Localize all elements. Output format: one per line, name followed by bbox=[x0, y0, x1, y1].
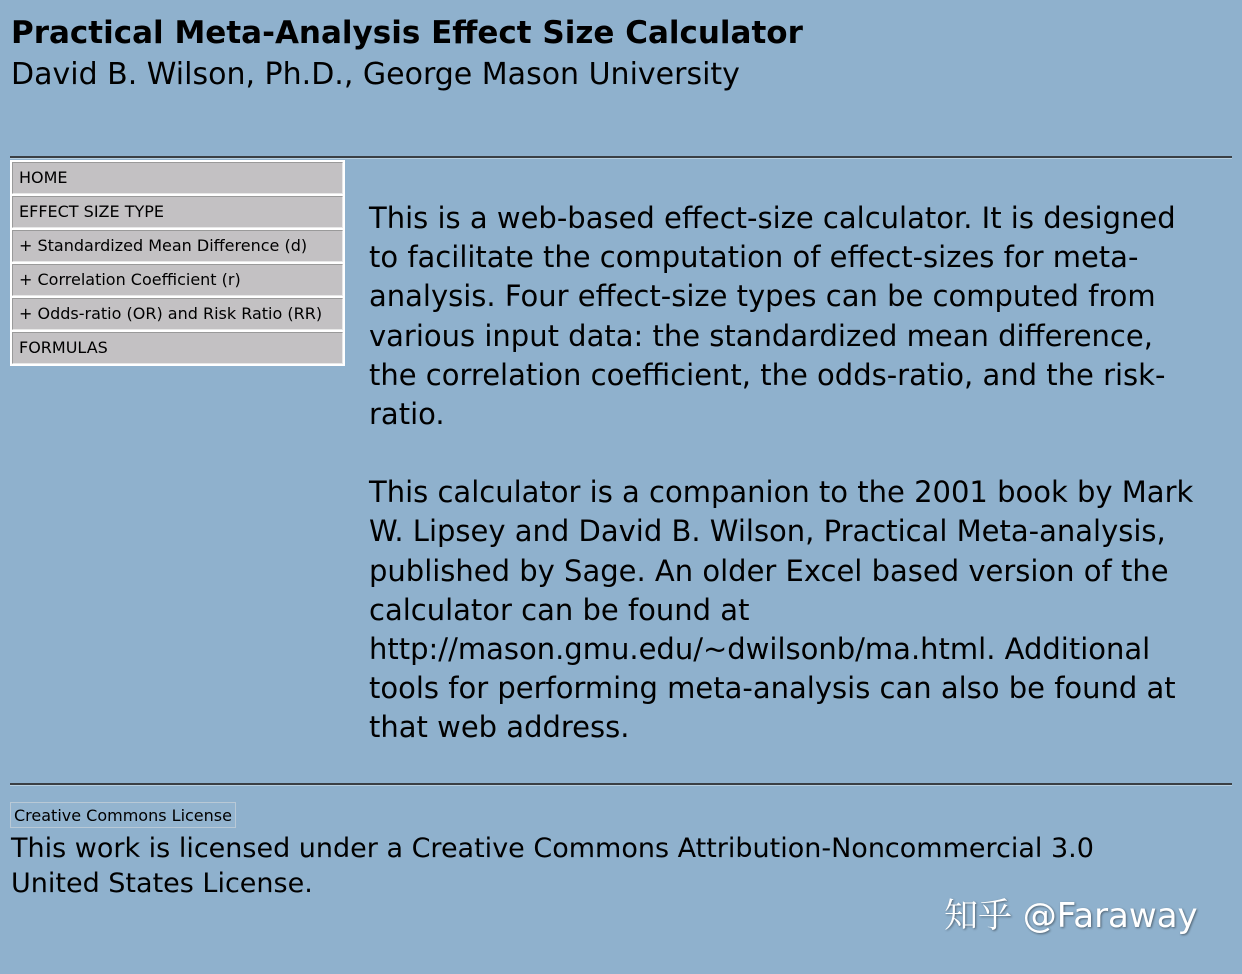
sidebar-nav bbox=[10, 160, 345, 366]
nav-item-effect-size-type[interactable]: EFFECT SIZE TYPE bbox=[12, 196, 343, 228]
main-content bbox=[369, 199, 1199, 787]
nav-item-home[interactable]: HOME bbox=[12, 162, 343, 194]
companion-paragraph: This calculator is a companion to the 2001 book by Mark W. Lipsey and David B. Wilson, Practical Meta-analysis, published by Sage. An older Excel based version of the calculator can be found at http://mason.gmu.edu/~dwilsonb/ma.html. Additional tools for performing meta-analysis can also be found at that web address. bbox=[369, 475, 1194, 745]
watermark: 知乎 @Faraway bbox=[944, 896, 1198, 936]
creative-commons-badge[interactable]: Creative Commons License bbox=[10, 802, 236, 828]
page-subtitle: David B. Wilson, Ph.D., George Mason University bbox=[11, 57, 740, 92]
nav-item-correlation-coefficient[interactable]: + Correlation Coefficient (r) bbox=[12, 264, 343, 296]
nav-item-odds-ratio-risk-ratio[interactable]: + Odds-ratio (OR) and Risk Ratio (RR) bbox=[12, 298, 343, 330]
intro-paragraph: This is a web-based effect-size calculator. It is designed to facilitate the computation of effect-sizes for meta-analysis. Four effect-size types can be computed from various input data: the standardized mean difference, the correlation coefficient, the odds-ratio, and the risk-ratio. bbox=[369, 201, 1176, 432]
nav-item-standardized-mean-difference[interactable]: + Standardized Mean Difference (d) bbox=[12, 230, 343, 262]
page-header bbox=[11, 12, 803, 96]
page-title: Practical Meta-Analysis Effect Size Calculator bbox=[11, 15, 803, 51]
license-text: This work is licensed under a Creative Commons Attribution-Noncommercial 3.0 United States License. bbox=[11, 833, 1094, 899]
bottom-divider bbox=[10, 783, 1232, 786]
nav-item-formulas[interactable]: FORMULAS bbox=[12, 332, 343, 364]
top-divider bbox=[10, 156, 1232, 159]
